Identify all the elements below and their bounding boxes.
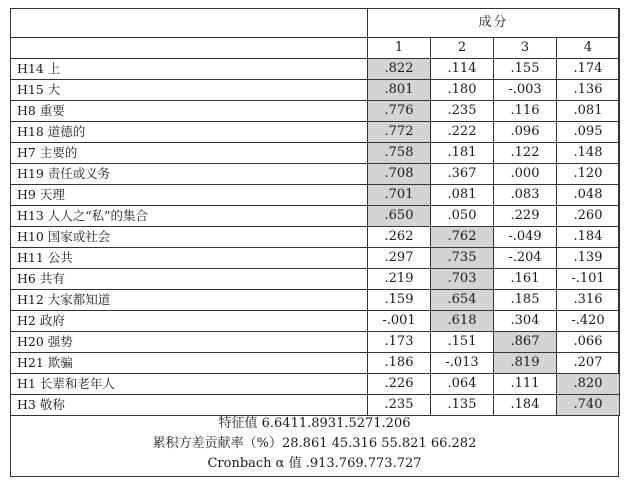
loading-cell: .822 <box>368 59 431 80</box>
loading-cell: .064 <box>431 374 494 395</box>
header-row-columns <box>11 38 620 59</box>
loading-cell: .762 <box>431 227 494 248</box>
loading-cell: .654 <box>431 290 494 311</box>
table-row <box>11 143 620 164</box>
loading-cell: -.420 <box>557 311 620 332</box>
loading-cell: .136 <box>557 80 620 101</box>
row-label: H10 国家或社会 <box>11 227 368 248</box>
loading-cell: .819 <box>494 353 557 374</box>
loading-cell: .304 <box>494 311 557 332</box>
loading-cell: .740 <box>557 395 620 416</box>
table-row <box>11 311 620 332</box>
loading-cell: .772 <box>368 122 431 143</box>
row-label: H12 大家都知道 <box>11 290 368 311</box>
header-corner-cell-2 <box>11 38 368 59</box>
loading-cell: .184 <box>557 227 620 248</box>
column-header-4: 4 <box>557 38 620 59</box>
table-row <box>11 332 620 353</box>
loading-cell: .867 <box>494 332 557 353</box>
loading-cell: .114 <box>431 59 494 80</box>
loading-cell: .083 <box>494 185 557 206</box>
table-row <box>11 59 620 80</box>
table-row <box>11 248 620 269</box>
eigenvalue-line: 特征值 6.6411.8931.5271.206 <box>218 416 411 431</box>
loading-cell: .229 <box>494 206 557 227</box>
component-title: 成分 <box>368 9 620 38</box>
loading-cell: .000 <box>494 164 557 185</box>
loading-cell: .116 <box>494 101 557 122</box>
loading-cell: .260 <box>557 206 620 227</box>
table-row <box>11 374 620 395</box>
row-label: H7 主要的 <box>11 143 368 164</box>
table-row <box>11 164 620 185</box>
loading-cell: .161 <box>494 269 557 290</box>
loading-cell: .135 <box>431 395 494 416</box>
loading-cell: .148 <box>557 143 620 164</box>
variance-line: 累积方差贡献率（%）28.861 45.316 55.821 66.282 <box>152 436 477 451</box>
loading-cell: .184 <box>494 395 557 416</box>
table-row <box>11 206 620 227</box>
loading-cell: .180 <box>431 80 494 101</box>
loading-cell: .095 <box>557 122 620 143</box>
table-body <box>11 59 620 416</box>
loading-cell: -.013 <box>431 353 494 374</box>
loading-cell: .159 <box>368 290 431 311</box>
loading-cell: .186 <box>368 353 431 374</box>
row-label: H15 大 <box>11 80 368 101</box>
loading-cell: .758 <box>368 143 431 164</box>
loading-cell: .139 <box>557 248 620 269</box>
loading-cell: .120 <box>557 164 620 185</box>
row-label: H18 道德的 <box>11 122 368 143</box>
loading-cell: -.001 <box>368 311 431 332</box>
row-label: H19 责任或义务 <box>11 164 368 185</box>
table-row <box>11 395 620 416</box>
loading-cell: -.049 <box>494 227 557 248</box>
loading-cell: .735 <box>431 248 494 269</box>
loading-cell: .650 <box>368 206 431 227</box>
loading-cell: .174 <box>557 59 620 80</box>
loading-cell: .066 <box>557 332 620 353</box>
loading-cell: .801 <box>368 80 431 101</box>
loading-cell: .151 <box>431 332 494 353</box>
loading-cell: .222 <box>431 122 494 143</box>
factor-loading-table <box>10 8 620 416</box>
loading-cell: .297 <box>368 248 431 269</box>
loading-cell: .081 <box>431 185 494 206</box>
loading-cell: .776 <box>368 101 431 122</box>
loading-cell: .219 <box>368 269 431 290</box>
loading-cell: .207 <box>557 353 620 374</box>
loading-cell: .096 <box>494 122 557 143</box>
row-label: H20 强势 <box>11 332 368 353</box>
table-row <box>11 353 620 374</box>
loading-cell: .235 <box>431 101 494 122</box>
loading-cell: .708 <box>368 164 431 185</box>
loading-cell: .820 <box>557 374 620 395</box>
loading-cell: .701 <box>368 185 431 206</box>
loading-cell: -.204 <box>494 248 557 269</box>
row-label: H9 天理 <box>11 185 368 206</box>
loading-cell: .235 <box>368 395 431 416</box>
table-row <box>11 290 620 311</box>
loading-cell: .173 <box>368 332 431 353</box>
row-label: H14 上 <box>11 59 368 80</box>
column-header-1: 1 <box>368 38 431 59</box>
loading-cell: .111 <box>494 374 557 395</box>
loading-cell: .316 <box>557 290 620 311</box>
loading-cell: .122 <box>494 143 557 164</box>
column-header-2: 2 <box>431 38 494 59</box>
row-label: H6 共有 <box>11 269 368 290</box>
loading-cell: .048 <box>557 185 620 206</box>
table-row <box>11 80 620 101</box>
row-label: H2 政府 <box>11 311 368 332</box>
table-row <box>11 227 620 248</box>
loading-cell: .703 <box>431 269 494 290</box>
row-label: H21 欺骗 <box>11 353 368 374</box>
loading-cell: .367 <box>431 164 494 185</box>
loading-cell: .081 <box>557 101 620 122</box>
table-row <box>11 185 620 206</box>
row-label: H1 长辈和老年人 <box>11 374 368 395</box>
row-label: H11 公共 <box>11 248 368 269</box>
loading-cell: -.003 <box>494 80 557 101</box>
loading-cell: .262 <box>368 227 431 248</box>
row-label: H8 重要 <box>11 101 368 122</box>
loading-cell: .618 <box>431 311 494 332</box>
row-label: H13 人人之“私”的集合 <box>11 206 368 227</box>
column-header-3: 3 <box>494 38 557 59</box>
header-corner-cell <box>11 9 368 38</box>
cronbach-line: Cronbach α 值 .913.769.773.727 <box>207 456 422 471</box>
row-label: H3 敬称 <box>11 395 368 416</box>
loading-cell: .050 <box>431 206 494 227</box>
loading-cell: .155 <box>494 59 557 80</box>
loading-cell: .226 <box>368 374 431 395</box>
table-row <box>11 269 620 290</box>
table-row <box>11 101 620 122</box>
loading-cell: .181 <box>431 143 494 164</box>
header-row-title <box>11 9 620 38</box>
table-row <box>11 122 620 143</box>
loading-cell: .185 <box>494 290 557 311</box>
loading-cell: -.101 <box>557 269 620 290</box>
